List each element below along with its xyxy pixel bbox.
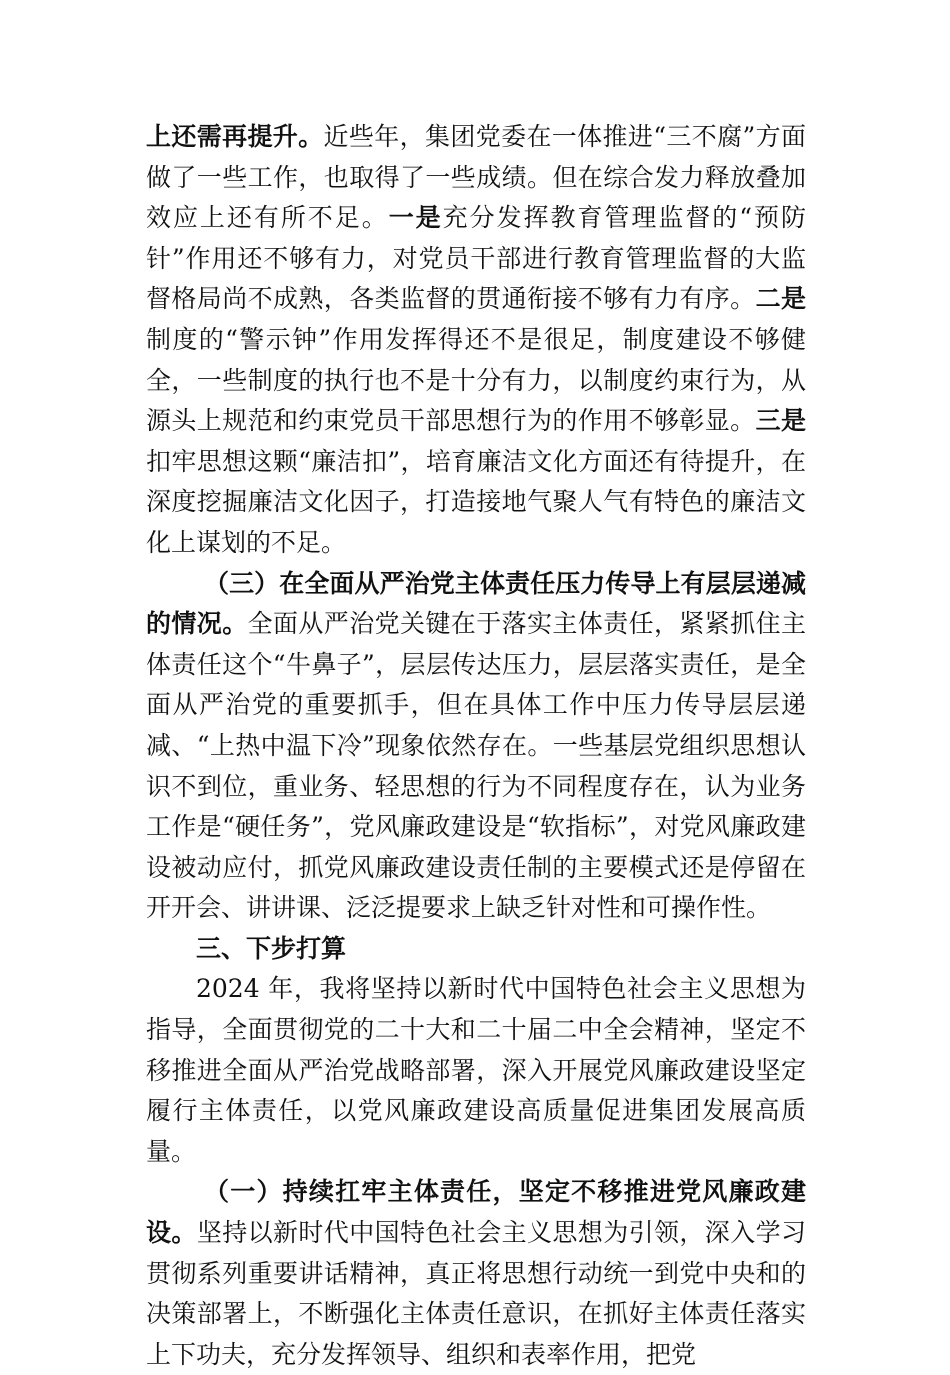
document-page — [146, 117, 806, 1375]
body-text: 近些年，集团党委在一体推进“三不腐”方面做了一些工作，也取得了一些成绩。但在综合发力释放叠加效应上还有所不足。 — [146, 122, 806, 233]
section-heading-next-steps: 三、下步打算 — [196, 933, 347, 963]
body-text: 坚持以新时代中国特色社会主义思想为引领，深入学习贯彻系列重要讲话精神，真正将思想行动统一到党中央和的决策部署上，不断强化主体责任意识，在抓好主体责任落实上下功夫，充分发挥领导、组织和表率作用，把党 — [146, 1218, 806, 1369]
paragraph-three-no-corrupt — [146, 117, 806, 564]
subsection-heading: （三）在全面从严治党主体责任压力传导上有层层递减的情况。 — [146, 568, 806, 639]
point-three-label: 三是 — [755, 406, 806, 436]
body-text: 扣牢思想这颗“廉洁扣”，培育廉洁文化方面还有待提升，在深度挖掘廉洁文化因子，打造接地气聚人气有特色的廉洁文化上谋划的不足。 — [146, 446, 806, 557]
paragraph-2024-plan: 2024 年，我将坚持以新时代中国特色社会主义思想为指导，全面贯彻党的二十大和二十届二中全会精神，坚定不移推进全面从严治党战略部署，深入开展党风廉政建设坚定履行主体责任，以党风廉政建设高质量促进集团发展高质量。 — [146, 974, 806, 1166]
body-text: 充分发挥教育管理监督的“预防针”作用还不够有力，对党员干部进行教育管理监督的大监督格局尚不成熟，各类监督的贯通衔接不够有力有序。 — [146, 203, 806, 314]
point-one-label: 一是 — [388, 203, 443, 233]
paragraph-section-three-issue — [146, 564, 806, 929]
point-two-label: 二是 — [755, 284, 806, 314]
body-text: 全面从严治党关键在于落实主体责任，紧紧抓住主体责任这个“牛鼻子”，层层传达压力，层层落实责任，是全面从严治党的重要抓手，但在具体工作中压力传导层层递减、“上热中温下冷”现象依然存在。一些基层党组织思想认识不到位，重业务、轻思想的行为不同程度存在，认为业务工作是“硬任务”，党风廉政建设是“软指标”，对党风廉政建设被动应付，抓党风廉政建设责任制的主要模式还是停留在开开会、讲讲课、泛泛提要求上缺乏针对性和可操作性。 — [146, 609, 806, 923]
body-text: 制度的“警示钟”作用发挥得还不是很足，制度建设不够健全，一些制度的执行也不是十分有力，以制度约束行为，从源头上规范和约束党员干部思想行为的作用不够彰显。 — [146, 324, 806, 436]
bold-lead-text: 上还需再提升。 — [146, 122, 324, 151]
paragraph-section-one-plan — [146, 1172, 806, 1375]
subsection-heading: （一）持续扛牢主体责任，坚定不移推进党风廉政建设。 — [146, 1177, 806, 1248]
